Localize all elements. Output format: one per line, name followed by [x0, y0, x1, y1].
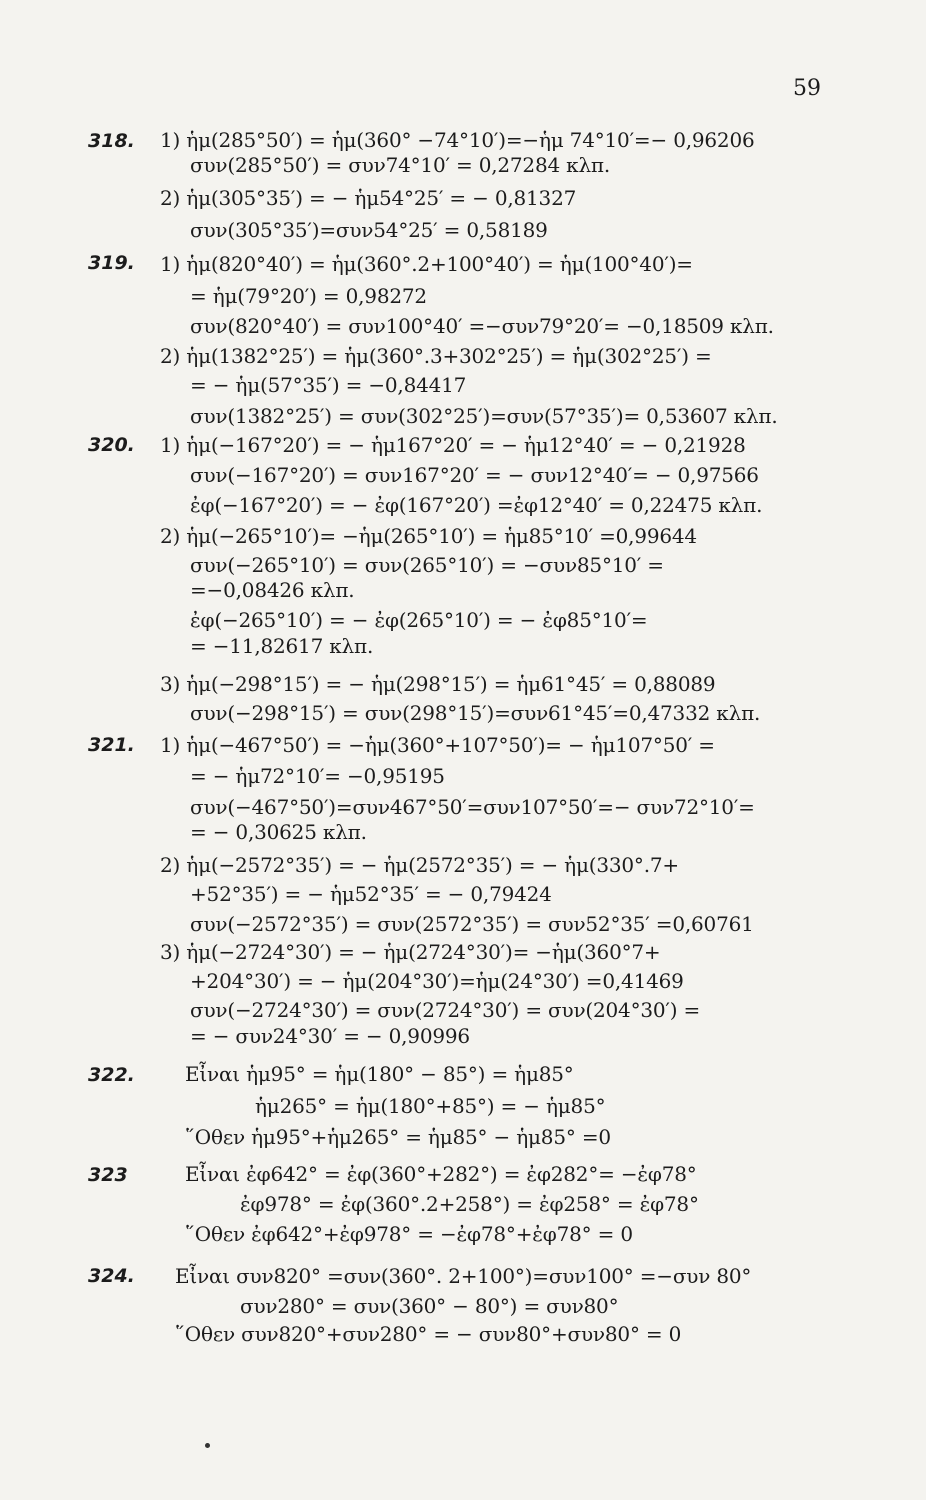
- formula-line: = − συν24°30′ = − 0,90996: [190, 1024, 470, 1048]
- formula-line: ἐφ(−265°10′) = − ἐφ(265°10′) = − ἐφ85°10′=: [190, 608, 648, 632]
- problem-number-318: 318.: [88, 130, 135, 152]
- problem-number-319: 319.: [88, 252, 135, 274]
- formula-line: 2) ἡμ(1382°25′) = ἡμ(360°.3+302°25′) = ἡμ(302°25′) =: [160, 344, 712, 368]
- formula-line: 1) ἡμ(−167°20′) = − ἡμ167°20′ = − ἡμ12°40′ = − 0,21928: [160, 433, 746, 457]
- formula-line: συν(−2572°35′) = συν(2572°35′) = συν52°35′ =0,60761: [190, 912, 754, 936]
- problem-number-323: 323: [88, 1164, 128, 1186]
- formula-line: συν280° = συν(360° − 80°) = συν80°: [240, 1294, 619, 1318]
- formula-line: συν(−467°50′)=συν467°50′=συν107°50′=− συν72°10′=: [190, 795, 755, 819]
- formula-line: =−0,08426 κλπ.: [190, 578, 355, 602]
- formula-line: Εἶναι ἐφ642° = ἐφ(360°+282°) = ἐφ282°= −ἐφ78°: [185, 1162, 697, 1186]
- formula-line: 1) ἡμ(285°50′) = ἡμ(360° −74°10′)=−ἡμ 74°10′=− 0,96206: [160, 128, 755, 152]
- formula-line: +204°30′) = − ἡμ(204°30′)=ἡμ(24°30′) =0,41469: [190, 969, 684, 993]
- formula-line: 2) ἡμ(−265°10′)= −ἡμ(265°10′) = ἡμ85°10′ =0,99644: [160, 524, 697, 548]
- formula-line: συν(−265°10′) = συν(265°10′) = −συν85°10′ =: [190, 553, 664, 577]
- formula-line: 3) ἡμ(−2724°30′) = − ἡμ(2724°30′)= −ἡμ(360°7+: [160, 940, 661, 964]
- formula-line: 1) ἡμ(−467°50′) = −ἡμ(360°+107°50′)= − ἡμ107°50′ =: [160, 733, 715, 757]
- formula-line: συν(820°40′) = συν100°40′ =−συν79°20′= −0,18509 κλπ.: [190, 314, 774, 338]
- formula-line: = − ἡμ(57°35′) = −0,84417: [190, 373, 467, 397]
- formula-line: συν(305°35′)=συν54°25′ = 0,58189: [190, 218, 548, 242]
- formula-line: = ἡμ(79°20′) = 0,98272: [190, 284, 427, 308]
- formula-line: = − ἡμ72°10′= −0,95195: [190, 764, 445, 788]
- formula-line: +52°35′) = − ἡμ52°35′ = − 0,79424: [190, 882, 552, 906]
- problem-number-322: 322.: [88, 1064, 135, 1086]
- formula-line: = − 0,30625 κλπ.: [190, 820, 367, 844]
- formula-line: ἐφ(−167°20′) = − ἐφ(167°20′) =ἐφ12°40′ = 0,22475 κλπ.: [190, 493, 763, 517]
- formula-line: 2) ἡμ(−2572°35′) = − ἡμ(2572°35′) = − ἡμ(330°.7+: [160, 853, 679, 877]
- formula-line: ῞Οθεν ἡμ95°+ἡμ265° = ἡμ85° − ἡμ85° =0: [185, 1125, 611, 1149]
- formula-line: Εἶναι συν820° =συν(360°. 2+100°)=συν100° =−συν 80°: [175, 1264, 752, 1288]
- formula-line: συν(285°50′) = συν74°10′ = 0,27284 κλπ.: [190, 153, 611, 177]
- formula-line: ἡμ265° = ἡμ(180°+85°) = − ἡμ85°: [255, 1094, 606, 1118]
- formula-line: Εἶναι ἡμ95° = ἡμ(180° − 85°) = ἡμ85°: [185, 1062, 574, 1086]
- formula-line: = −11,82617 κλπ.: [190, 634, 374, 658]
- formula-line: 1) ἡμ(820°40′) = ἡμ(360°.2+100°40′) = ἡμ(100°40′)=: [160, 252, 693, 276]
- formula-line: 2) ἡμ(305°35′) = − ἡμ54°25′ = − 0,81327: [160, 186, 577, 210]
- formula-line: 3) ἡμ(−298°15′) = − ἡμ(298°15′) = ἡμ61°45′ = 0,88089: [160, 672, 716, 696]
- formula-line: συν(−298°15′) = συν(298°15′)=συν61°45′=0,47332 κλπ.: [190, 701, 761, 725]
- page-number: 59: [793, 76, 821, 101]
- formula-line: ῞Οθεν ἐφ642°+ἐφ978° = −ἐφ78°+ἐφ78° = 0: [185, 1222, 633, 1246]
- formula-line: συν(−2724°30′) = συν(2724°30′) = συν(204°30′) =: [190, 998, 701, 1022]
- formula-line: ἐφ978° = ἐφ(360°.2+258°) = ἐφ258° = ἐφ78°: [240, 1192, 699, 1216]
- ink-speck: [205, 1443, 210, 1448]
- problem-number-320: 320.: [88, 434, 135, 456]
- problem-number-321: 321.: [88, 734, 135, 756]
- problem-number-324: 324.: [88, 1265, 135, 1287]
- formula-line: συν(−167°20′) = συν167°20′ = − συν12°40′= − 0,97566: [190, 463, 759, 487]
- formula-line: ῞Οθεν συν820°+συν280° = − συν80°+συν80° = 0: [175, 1322, 682, 1346]
- formula-line: συν(1382°25′) = συν(302°25′)=συν(57°35′)= 0,53607 κλπ.: [190, 404, 778, 428]
